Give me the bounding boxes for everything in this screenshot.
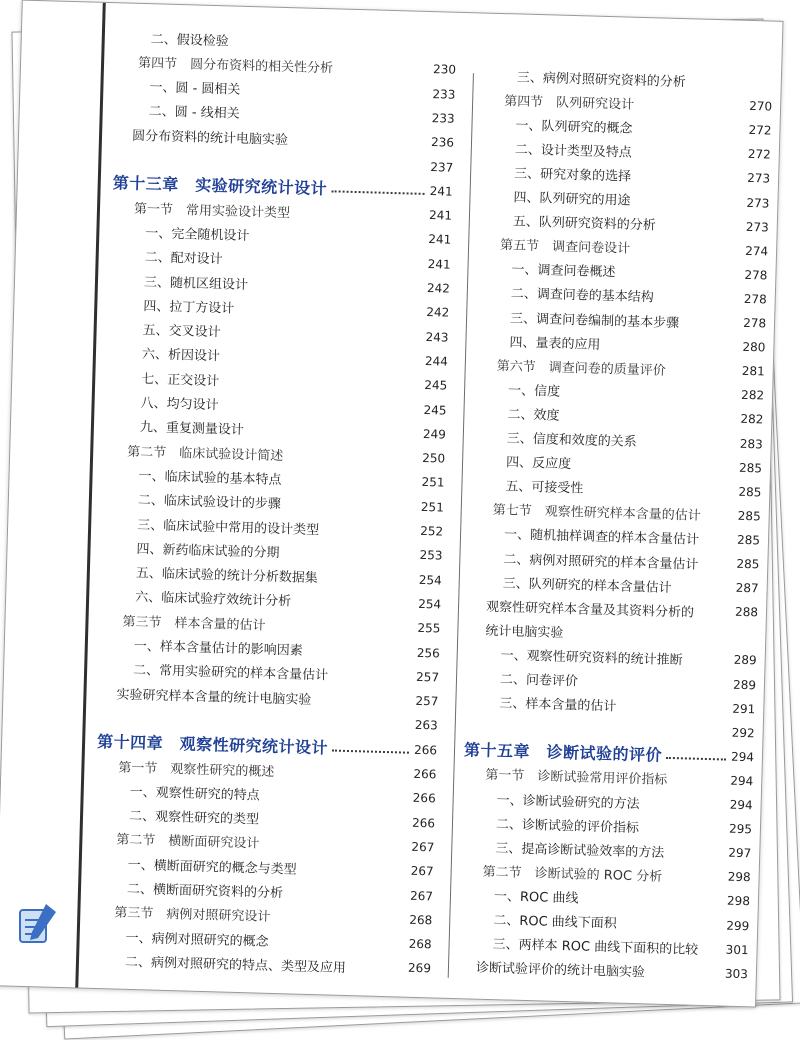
- row-spacer: [698, 948, 724, 949]
- row-spacer: [563, 631, 733, 636]
- leader-dots: [331, 190, 425, 195]
- toc-page-number: 278: [743, 291, 767, 307]
- row-spacer: [640, 802, 729, 804]
- row-spacer: [616, 705, 731, 708]
- row-spacer: [699, 539, 736, 540]
- row-spacer: [274, 770, 412, 774]
- toc-page-number: 269: [407, 961, 432, 976]
- toc-entry-label: 四、队列研究的用途: [513, 190, 631, 209]
- row-spacer: [260, 794, 412, 798]
- toc-page-number: 267: [409, 888, 434, 903]
- toc-page-number: [749, 82, 773, 83]
- toc-entry-label: 五、可接受性: [505, 479, 584, 497]
- toc-entry-label: 第四节 圆分布资料的相关性分析: [137, 55, 334, 77]
- toc-entry-label: 五、临床试验的统计分析数据集: [135, 566, 319, 587]
- toc-entry-label: 第一节 常用实验设计类型: [133, 201, 291, 221]
- leader-dots: [332, 749, 409, 753]
- toc-entry-label: 统计电脑实验: [485, 623, 564, 641]
- toc-page-number: 253: [419, 548, 443, 563]
- toc-page-number: 285: [736, 532, 761, 548]
- toc-entry-label: 五、队列研究资料的分析: [512, 214, 656, 234]
- toc-page-number: 266: [412, 791, 436, 806]
- toc-entry-label: 第三节 病例对照研究设计: [114, 905, 271, 926]
- toc-page-number: 288: [734, 604, 759, 620]
- toc-entry-label: 四、量表的应用: [509, 334, 601, 353]
- toc-page-number: 242: [426, 281, 451, 296]
- toc-entry-label: 二、观察性研究的类型: [128, 808, 260, 828]
- toc-entry-label: 三、两样本 ROC 曲线下面积的比较: [492, 937, 699, 958]
- toc-page-number: 283: [739, 436, 763, 451]
- toc-entry-label: 二、圆 - 线相关: [148, 104, 240, 123]
- row-spacer: [290, 211, 428, 215]
- toc-page-number: 297: [728, 845, 752, 861]
- toc-page-number: 268: [409, 912, 433, 928]
- toc-entry-label: 二、问卷评价: [499, 672, 579, 690]
- toc-entry-label: 第十四章 观察性研究统计设计: [96, 732, 329, 758]
- toc-page-number: 294: [730, 773, 754, 789]
- toc-entry-label: 第十三章 实验研究统计设计: [112, 173, 328, 199]
- toc-page-number: 252: [420, 523, 444, 539]
- row-spacer: [259, 842, 410, 846]
- toc-page-number: 303: [724, 966, 749, 981]
- toc-entry-label: 一、调查问卷概述: [511, 262, 616, 281]
- row-spacer: [219, 404, 423, 410]
- row-spacer: [664, 851, 727, 853]
- toc-page-number: 282: [740, 388, 765, 403]
- toc-page-number: 278: [744, 267, 768, 283]
- row-spacer: [248, 283, 426, 288]
- toc-right-column: [463, 63, 773, 981]
- toc-page-number: 267: [411, 839, 435, 855]
- row-spacer: [701, 515, 737, 516]
- row-spacer: [229, 39, 433, 45]
- row-spacer: [686, 80, 749, 82]
- row-spacer: [240, 88, 431, 93]
- toc-page-number: 274: [745, 243, 769, 259]
- toc-page-number: 289: [732, 677, 757, 692]
- row-spacer: [667, 779, 729, 781]
- toc-page-number: 241: [428, 232, 452, 248]
- toc-page-number: 291: [732, 701, 756, 716]
- toc-page-number: 281: [741, 364, 765, 379]
- row-spacer: [639, 826, 728, 828]
- toc-entry-label: 二、横断面研究资料的分析: [126, 881, 284, 902]
- toc-page-number: 285: [738, 484, 762, 500]
- toc-page-number: 295: [728, 821, 753, 837]
- toc-page-number: 257: [415, 669, 440, 685]
- row-spacer: [328, 674, 415, 676]
- pen-icon: [16, 900, 60, 950]
- toc-entry-label: 三、提高诊断试验效率的方法: [495, 840, 665, 861]
- toc-page-number: 273: [745, 219, 769, 235]
- row-spacer: [615, 271, 743, 275]
- toc-page-number: 245: [424, 378, 448, 393]
- toc-page-number: 263: [414, 718, 438, 733]
- row-spacer: [578, 897, 725, 901]
- toc-page-number: 272: [747, 147, 771, 162]
- toc-entry-label: 四、反应度: [505, 455, 572, 473]
- toc-page-number: 236: [430, 135, 455, 150]
- toc-entry-label: 第四节 队列研究设计: [503, 93, 635, 113]
- row-spacer: [240, 113, 431, 118]
- toc-page-number: 249: [422, 426, 447, 442]
- row-spacer: [297, 868, 410, 871]
- toc-entry-label: 三、研究对象的选择: [513, 166, 632, 185]
- toc-entry-label: 第二节 临床试验设计简述: [127, 444, 284, 464]
- row-spacer: [662, 875, 726, 877]
- row-spacer: [280, 551, 419, 555]
- row-spacer: [694, 611, 734, 612]
- row-spacer: [220, 355, 424, 361]
- toc-page-number: 250: [422, 451, 446, 466]
- row-spacer: [259, 818, 411, 822]
- row-spacer: [559, 414, 739, 419]
- row-spacer: [600, 343, 741, 347]
- toc-entry-label: 一、随机抽样调查的样本含量估计: [503, 527, 700, 549]
- row-spacer: [634, 103, 748, 106]
- toc-entry-label: 圆分布资料的统计电脑实验: [131, 128, 289, 148]
- row-spacer: [632, 151, 747, 154]
- toc-entry-label: 二、效度: [507, 407, 560, 424]
- toc-entry-label: 二、病例对照研究的特点、类型及应用: [124, 954, 347, 976]
- toc-page-number: 254: [418, 572, 442, 588]
- toc-page-number: 256: [416, 645, 440, 661]
- toc-entry-label: 一、诊断试验研究的方法: [496, 792, 640, 812]
- row-spacer: [679, 321, 742, 323]
- toc-page-number: 233: [432, 86, 456, 102]
- toc-entry-label: 一、样本含量估计的影响因素: [133, 638, 303, 659]
- toc-entry-label: 一、完全随机设计: [145, 226, 250, 244]
- row-spacer: [318, 577, 418, 580]
- toc-entry-label: 六、临床试验疗效统计分析: [134, 590, 292, 610]
- toc-page-number: 251: [420, 499, 445, 515]
- toc-entry-label: 三、队列研究的样本含量估计: [502, 575, 672, 596]
- toc-entry-label: 第七节 观察性研究样本含量的估计: [492, 503, 701, 525]
- toc-page-number: 257: [415, 693, 439, 709]
- toc-entry-label: 二、设计类型及特点: [514, 142, 633, 161]
- toc-entry-label: 七、正交设计: [141, 371, 220, 389]
- row-spacer: [131, 158, 429, 166]
- row-spacer: [333, 67, 432, 70]
- toc-entry-label: 观察性研究样本含量及其资料分析的: [485, 599, 695, 621]
- toc-entry-label: 第二节 诊断试验的 ROC 分析: [482, 864, 663, 885]
- toc-page-number: 285: [736, 556, 760, 572]
- row-spacer: [319, 528, 419, 531]
- toc-entry-label: 三、随机区组设计: [143, 274, 249, 293]
- toc-entry-label: 一、ROC 曲线: [493, 889, 579, 907]
- toc-page-number: [733, 636, 757, 637]
- toc-entry-label: 二、调查问卷的基本结构: [510, 286, 654, 306]
- toc-entry-label: 四、拉丁方设计: [143, 298, 235, 317]
- toc-entry-label: 一、病例对照研究的概念: [125, 930, 269, 950]
- toc-entry-label: 一、观察性研究的特点: [129, 784, 260, 804]
- row-spacer: [283, 454, 421, 458]
- toc-entry-label: 一、观察性研究资料的统计推断: [500, 648, 683, 669]
- row-spacer: [656, 224, 745, 226]
- toc-entry-label: 二、诊断试验的评价指标: [495, 816, 640, 836]
- toc-page-number: 278: [742, 315, 767, 331]
- toc-entry-label: 四、新药临床试验的分期: [136, 541, 280, 561]
- toc-page-number: 268: [408, 936, 432, 952]
- row-spacer: [116, 717, 414, 725]
- row-spacer: [617, 922, 725, 925]
- row-spacer: [288, 138, 430, 142]
- row-spacer: [281, 503, 420, 507]
- toc-entry-label: 二、ROC 曲线下面积: [493, 913, 617, 932]
- toc-page-number: 270: [749, 99, 773, 114]
- toc-page-number: 241: [428, 208, 453, 223]
- toc-page-number: 241: [427, 256, 451, 272]
- row-spacer: [221, 331, 425, 337]
- row-spacer: [583, 487, 737, 491]
- row-spacer: [683, 659, 733, 660]
- toc-page-number: 233: [431, 110, 455, 126]
- toc-entry-label: 一、队列研究的概念: [515, 118, 633, 137]
- row-spacer: [631, 175, 746, 178]
- toc-entry-label: 二、假设检验: [150, 31, 229, 49]
- toc-entry-label: 九、重复测量设计: [139, 420, 245, 439]
- toc-page-number: 273: [746, 195, 770, 211]
- toc-page-number: 272: [748, 123, 772, 138]
- toc-entry-label: 三、病例对照研究资料的分析: [516, 69, 687, 90]
- row-spacer: [303, 649, 416, 652]
- toc-page-number: 243: [425, 329, 449, 345]
- toc-page-number: 266: [413, 742, 438, 758]
- toc-page-number: 280: [742, 339, 766, 355]
- toc-entry-label: 五、交叉设计: [142, 323, 221, 341]
- toc-page-number: 230: [432, 62, 457, 78]
- toc-entry-label: 一、临床试验的基本特点: [138, 468, 282, 488]
- toc-page-number: 273: [747, 171, 771, 186]
- toc-page-number: 266: [413, 766, 437, 782]
- toc-entry-label: 三、样本含量的估计: [499, 696, 617, 715]
- toc-left-column: [96, 25, 457, 976]
- toc-entry-label: 二、常用实验研究的样本含量估计: [132, 663, 329, 684]
- toc-page-number: 298: [726, 894, 751, 909]
- row-spacer: [698, 563, 735, 564]
- toc-entry-label: 二、配对设计: [144, 250, 223, 268]
- toc-entry-label: 第一节 诊断试验常用评价指标: [485, 768, 668, 789]
- toc-page-number: 285: [738, 460, 763, 476]
- row-spacer: [637, 440, 739, 443]
- toc-entry-label: 一、圆 - 圆相关: [149, 80, 241, 98]
- toc-page-number: 299: [726, 918, 750, 933]
- row-spacer: [672, 586, 735, 588]
- row-spacer: [633, 127, 748, 130]
- row-spacer: [269, 940, 408, 944]
- toc-page-number: 251: [421, 475, 445, 490]
- toc-entry-label: 三、信度和效度的关系: [506, 431, 637, 450]
- toc-entry-label: 二、临床试验设计的步骤: [137, 493, 282, 513]
- leader-dots: [666, 757, 726, 761]
- toc-page-number: 287: [735, 580, 759, 596]
- row-spacer: [645, 971, 724, 973]
- toc-entry-label: 六、析因设计: [141, 347, 221, 365]
- toc-page-number: 237: [430, 159, 454, 175]
- row-spacer: [560, 390, 740, 395]
- toc-page-number: 301: [725, 942, 749, 957]
- toc-entry-label: 第一节 观察性研究的概述: [118, 760, 275, 780]
- toc-page-number: 267: [410, 863, 434, 879]
- toc-page-number: 244: [424, 353, 449, 369]
- toc-entry-label: 三、临床试验中常用的设计类型: [136, 517, 320, 538]
- row-spacer: [244, 429, 422, 434]
- toc-page-number: 282: [740, 412, 764, 427]
- toc-entry-label: 诊断试验评价的统计电脑实验: [475, 960, 646, 981]
- toc-entry-label: 八、均匀设计: [140, 396, 219, 414]
- toc-entry-label: 第六节 调查问卷的质量评价: [496, 358, 666, 379]
- row-spacer: [249, 234, 427, 239]
- row-spacer: [283, 892, 409, 896]
- toc-page-number: [433, 45, 457, 46]
- row-spacer: [666, 369, 741, 371]
- row-spacer: [654, 296, 743, 298]
- toc-entry-label: 实验研究样本含量的统计电脑实验: [116, 687, 312, 708]
- toc-page-number: 254: [418, 596, 442, 612]
- row-spacer: [291, 600, 417, 604]
- toc-entry-label: 第二节 横断面研究设计: [116, 832, 260, 852]
- toc-page-number: 255: [417, 621, 441, 636]
- toc-page-number: 292: [731, 725, 755, 741]
- row-spacer: [266, 624, 417, 628]
- toc-entry-label: 一、信度: [507, 383, 561, 400]
- toc-page-number: 245: [423, 402, 447, 418]
- toc-page-number: 241: [429, 183, 453, 199]
- toc-entry-label: 三、调查问卷编制的基本步骤: [509, 310, 680, 331]
- toc-page-number: 242: [426, 305, 450, 320]
- row-spacer: [234, 307, 425, 312]
- toc-entry-label: 一、横断面研究的概念与类型: [127, 857, 297, 878]
- toc-entry-label: 第十五章 诊断试验的评价: [463, 740, 663, 766]
- toc-page-number: 294: [729, 797, 753, 813]
- toc-entry-label: 第三节 样本含量的估计: [122, 614, 266, 634]
- row-spacer: [346, 966, 407, 968]
- row-spacer: [282, 478, 421, 482]
- row-spacer: [219, 379, 423, 385]
- toc-page-number: 289: [733, 653, 757, 668]
- toc-page-number: 285: [737, 508, 761, 524]
- row-spacer: [223, 258, 427, 264]
- toc-page-number: 298: [727, 869, 751, 885]
- row-spacer: [311, 698, 414, 701]
- toc-page-number: 266: [411, 815, 436, 831]
- toc-entry-label: 第五节 调查问卷设计: [499, 238, 631, 257]
- toc-page-number: 294: [730, 749, 755, 765]
- row-spacer: [270, 916, 408, 920]
- row-spacer: [499, 726, 731, 732]
- toc-entry-label: 二、病例对照研究的样本含量估计: [503, 551, 699, 573]
- row-spacer: [631, 199, 746, 202]
- row-spacer: [578, 680, 732, 684]
- row-spacer: [571, 463, 738, 468]
- row-spacer: [630, 247, 744, 250]
